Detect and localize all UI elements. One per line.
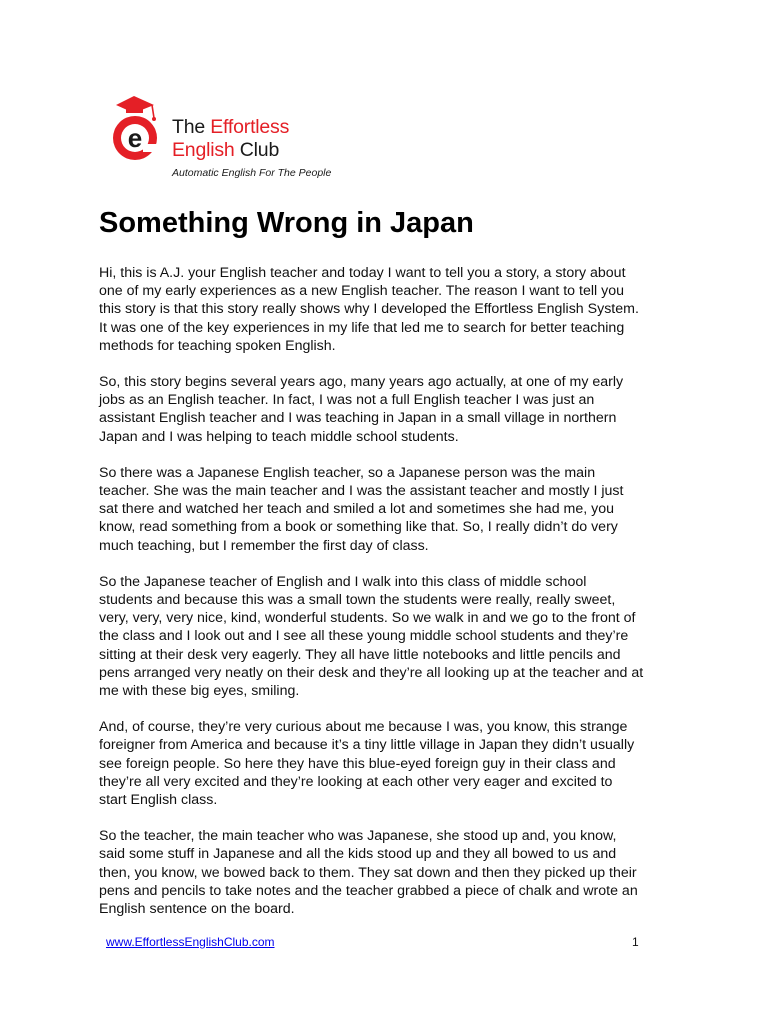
- logo-tagline: Automatic English For The People: [172, 167, 332, 179]
- paragraph-line: much teaching, but I remember the first day of class.: [99, 537, 429, 554]
- footer-website-link[interactable]: www.EffortlessEnglishClub.com: [106, 935, 275, 949]
- paragraph-line: then, you know, we bowed back to them. They sat down and then they picked up their: [99, 864, 637, 881]
- paragraph-line: very, very, very nice, kind, wonderful students. So we walk in and we go to the front of: [99, 610, 636, 627]
- logo-wordmark: [172, 116, 289, 162]
- paragraph-line: teacher. She was the main teacher and I was the assistant teacher and mostly I just: [99, 483, 624, 500]
- paragraph-line: jobs as an English teacher. In fact, I was not a full English teacher I was just an: [99, 392, 595, 409]
- paragraph-line: And, of course, they’re very curious about me because I was, you know, this strange: [99, 719, 628, 736]
- paragraph-line: said some stuff in Japanese and all the kids stood up and they all bowed to us and: [99, 846, 617, 863]
- paragraph-line: start English class.: [99, 792, 218, 809]
- paragraph-line: this story is that this story really shows why I developed the Effortless English System.: [99, 301, 639, 318]
- page-number: 1: [632, 935, 639, 949]
- paragraph-line: So there was a Japanese English teacher, so a Japanese person was the main: [99, 464, 596, 481]
- paragraph-line: one of my early experiences as a new English teacher. The reason I want to tell you: [99, 283, 624, 300]
- body-paragraph: [99, 827, 689, 918]
- paragraph-line: sat there and watched her teach and smiled a lot and sometimes she had me, you: [99, 501, 614, 518]
- svg-text:e: e: [127, 123, 143, 153]
- body-paragraph: [99, 573, 689, 700]
- document-body: [99, 264, 689, 936]
- paragraph-line: methods for teaching spoken English.: [99, 337, 336, 354]
- paragraph-line: see foreign people. So here they have this blue-eyed foreign guy in their class and: [99, 755, 616, 772]
- body-paragraph: [99, 464, 689, 555]
- paragraph-line: assistant English teacher and I was teaching in Japan in a small village in northern: [99, 410, 617, 427]
- body-paragraph: [99, 373, 689, 446]
- paragraph-line: sitting at their desk very eagerly. They all have little notebooks and little pencils and: [99, 646, 621, 663]
- paragraph-line: foreigner from America and because it’s a tiny little village in Japan they didn’t usually: [99, 737, 635, 754]
- paragraph-line: they’re all very excited and they’re looking at each other very eager and excited to: [99, 773, 613, 790]
- document-title: Something Wrong in Japan: [99, 207, 474, 239]
- paragraph-line: Hi, this is A.J. your English teacher and today I want to tell you a story, a story about: [99, 265, 626, 281]
- logo-word-the: The: [172, 116, 211, 138]
- paragraph-line: pens and pencils to take notes and the teacher grabbed a piece of chalk and wrote an: [99, 882, 638, 899]
- body-paragraph: [99, 264, 689, 355]
- effortless-english-club-logo: [110, 96, 370, 186]
- body-paragraph: [99, 718, 689, 809]
- logo-word-effortless: Effortless: [210, 116, 290, 138]
- paragraph-line: So the teacher, the main teacher who was Japanese, she stood up and, you know,: [99, 828, 617, 845]
- paragraph-line: It was one of the key experiences in my life that led me to search for better teaching: [99, 319, 625, 336]
- paragraph-line: me with these big eyes, smiling.: [99, 683, 300, 700]
- paragraph-line: Japan and I was helping to teach middle school students.: [99, 428, 459, 445]
- paragraph-line: So, this story begins several years ago, many years ago actually, at one of my early: [99, 374, 624, 391]
- paragraph-line: pens arranged very neatly on their desk and they’re all looking up at the teacher and at: [99, 664, 644, 681]
- logo-word-club: Club: [234, 139, 280, 161]
- paragraph-line: So the Japanese teacher of English and I walk into this class of middle school: [99, 573, 587, 590]
- logo-word-english: English: [172, 139, 235, 161]
- paragraph-line: students and because this was a small town the students were really, really sweet,: [99, 592, 616, 609]
- paragraph-line: English sentence on the board.: [99, 901, 295, 918]
- paragraph-line: know, read something from a book or something like that. So, I really didn’t do very: [99, 519, 618, 536]
- paragraph-line: the class and I look out and I see all these young middle school students and they’re: [99, 628, 629, 645]
- graduation-cap-e-icon: [110, 96, 166, 168]
